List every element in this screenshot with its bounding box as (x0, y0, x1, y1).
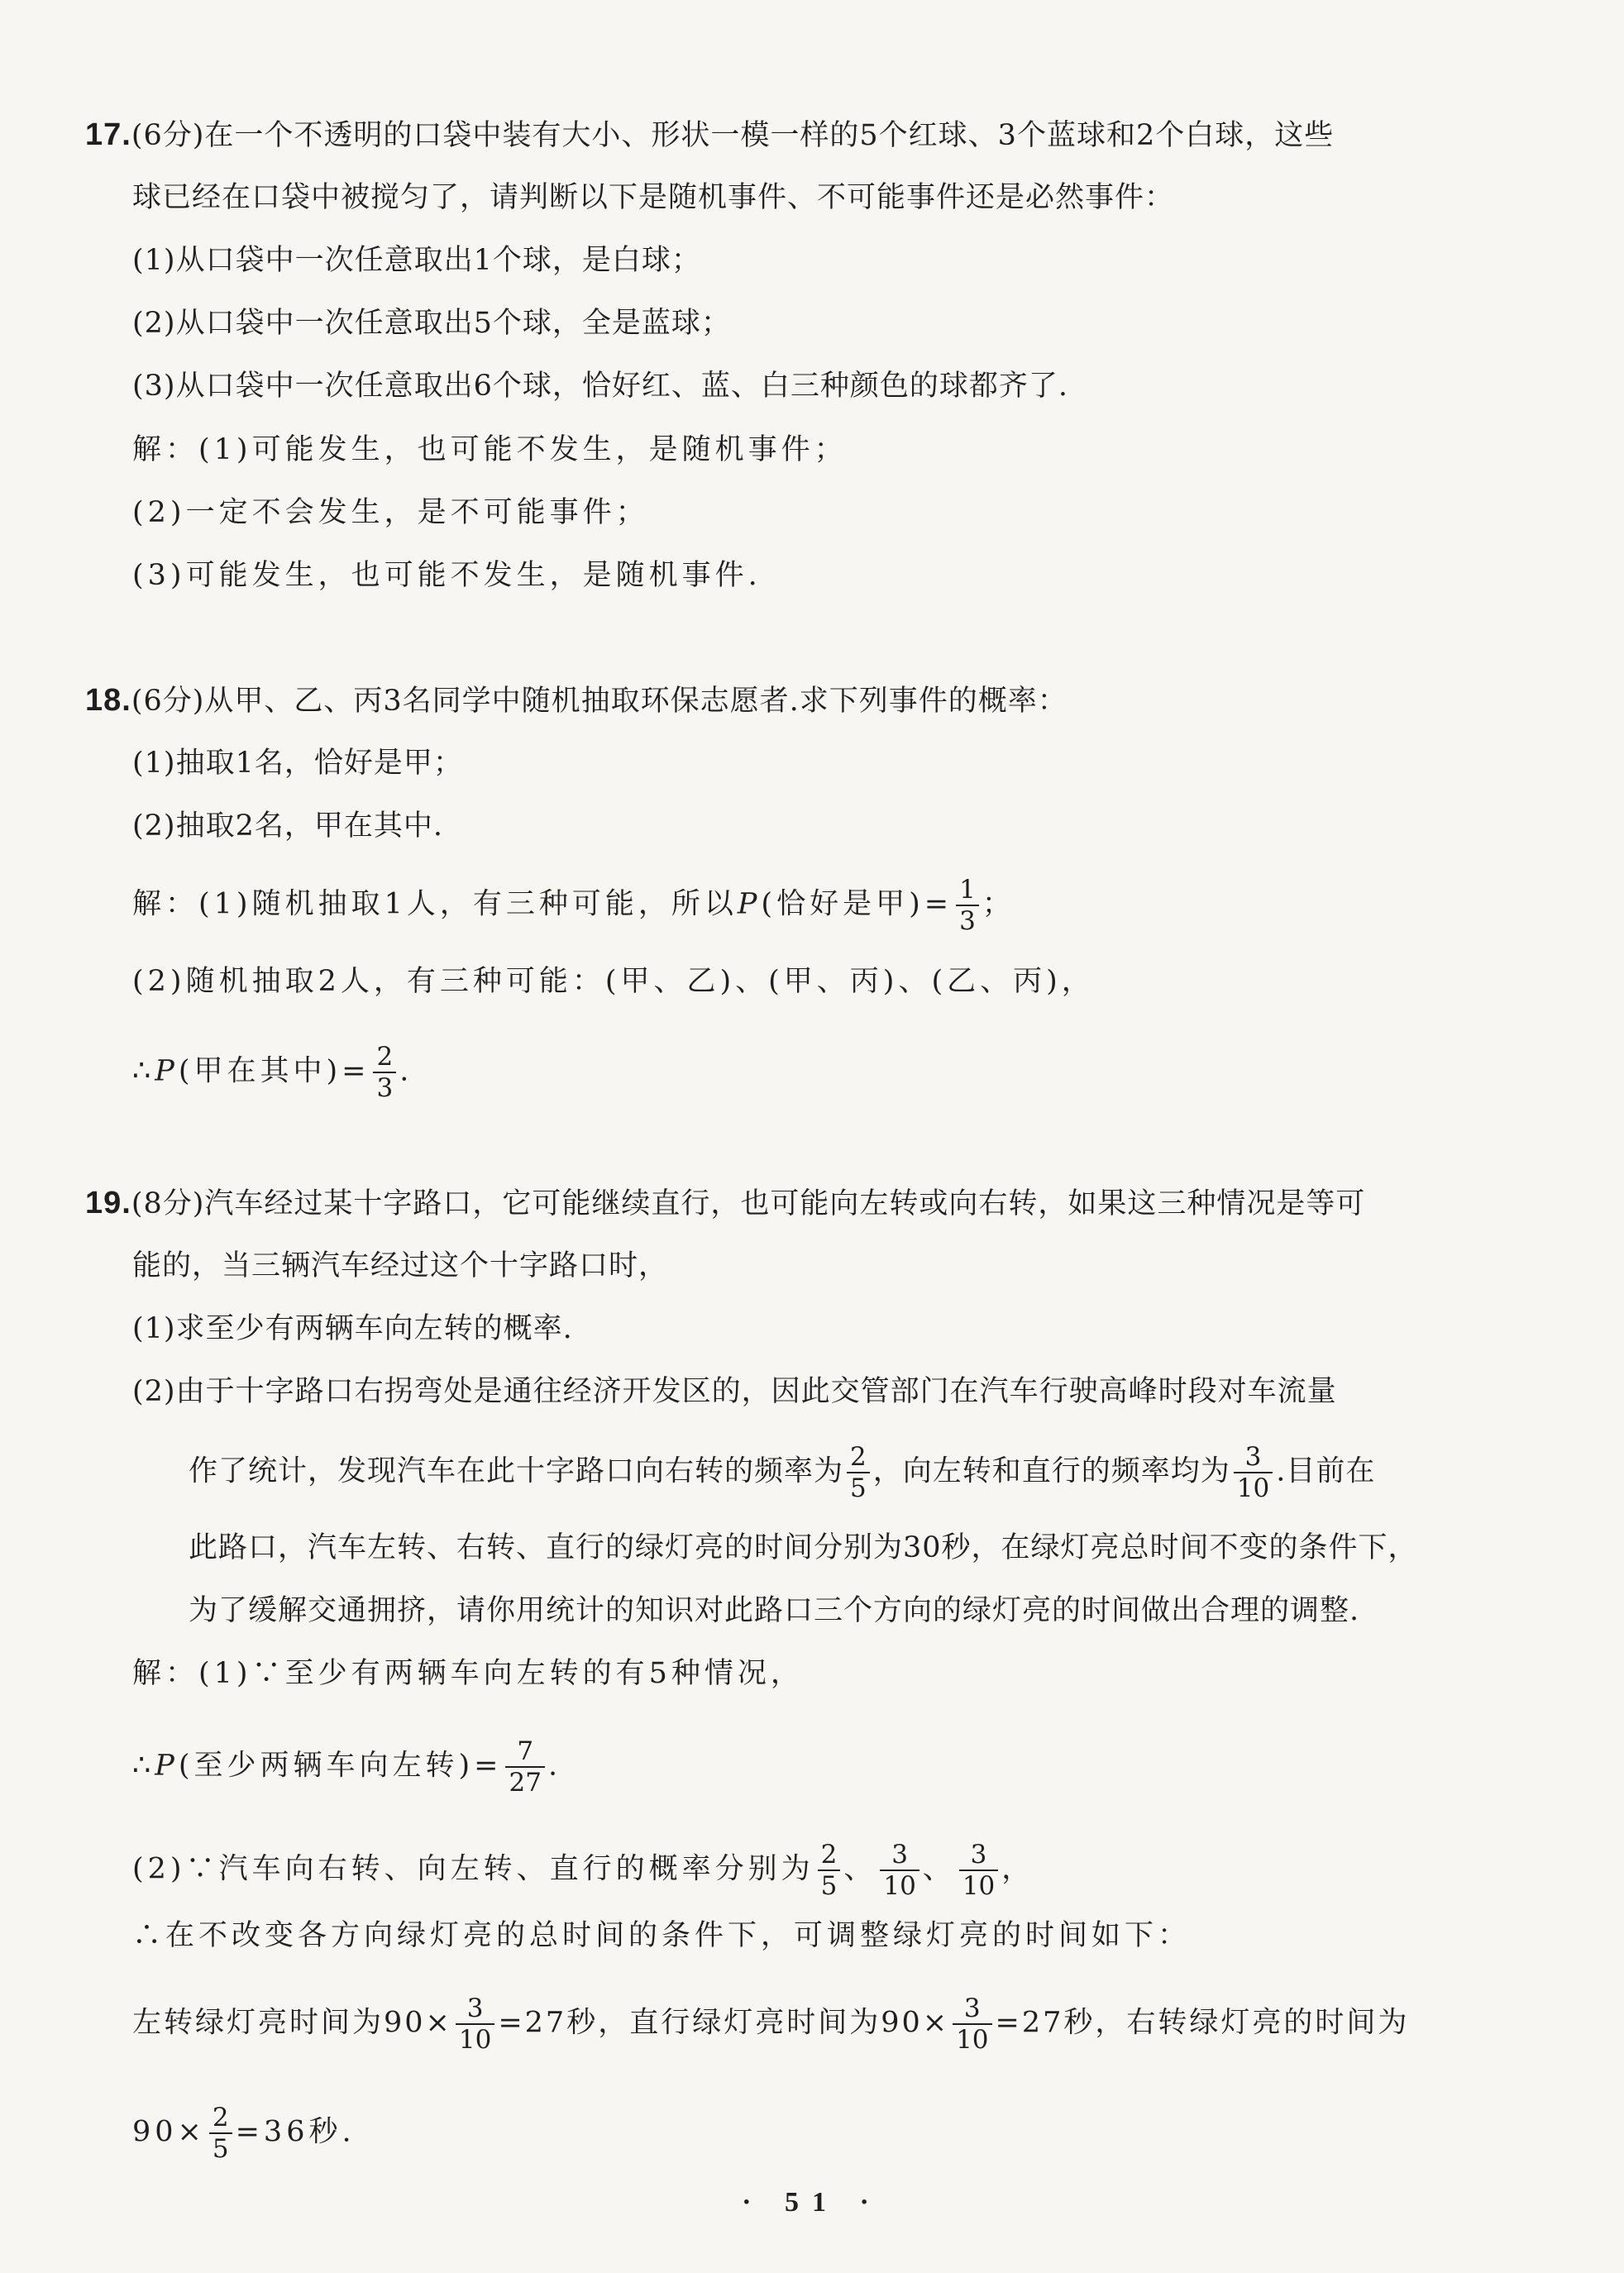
q18-solution-1 (132, 875, 1015, 936)
q18-number: 18. (85, 683, 131, 718)
q19-s2-p: P (155, 1749, 179, 1783)
q18-text-1: (6分)从甲、乙、丙3名同学中随机抽取环保志愿者.求下列事件的概率： (131, 685, 1068, 718)
fraction-numerator: 2 (818, 1840, 841, 1871)
fraction-denominator: 5 (850, 1473, 867, 1503)
q19-line-4: (2)由于十字路口右拐弯处是通往经济开发区的，因此交管部门在汽车行驶高峰时段对车流量 (132, 1375, 1337, 1408)
fraction-numerator: 1 (956, 875, 979, 906)
fraction-denominator: 3 (376, 1073, 394, 1103)
q19-line-3: (1)求至少有两辆车向左转的概率. (132, 1312, 573, 1345)
q19-s5-b: =27秒，直行绿灯亮时间为90× (498, 2006, 950, 2040)
q19-s5-c: =27秒，右转绿灯亮的时间为 (995, 2006, 1410, 2040)
q18-s1-fraction (956, 875, 979, 936)
q18-s3-p: P (155, 1054, 179, 1088)
q19-s5-a: 左转绿灯亮时间为90× (132, 2006, 452, 2040)
q19-s2-fraction (505, 1736, 544, 1798)
q19-s2-therefore: ∴ (132, 1749, 155, 1783)
fraction-denominator: 5 (820, 1871, 838, 1901)
q19-s5-fraction-1 (456, 1994, 494, 2055)
q19-s3-text: (2)∵汽车向右转、向左转、直行的概率分别为 (132, 1852, 814, 1886)
fraction-denominator: 10 (962, 1871, 996, 1901)
q18-s1-end: ； (982, 887, 1015, 921)
q17-text-1: (6分)在一个不透明的口袋中装有大小、形状一模一样的5个红球、3个蓝球和2个白球，这些 (131, 119, 1335, 152)
q19-line-7: 为了缓解交通拥挤，请你用统计的知识对此路口三个方向的绿灯亮的时间做出合理的调整. (189, 1594, 1360, 1627)
fraction-denominator: 27 (509, 1768, 542, 1798)
fraction-numerator: 2 (847, 1442, 870, 1473)
q17-solution-1: 解：(1)可能发生，也可能不发生，是随机事件； (132, 433, 848, 466)
q19-l5-c: .目前在 (1276, 1454, 1376, 1488)
q19-s3-fraction-1 (818, 1840, 841, 1901)
q19-s2-arg: (至少两辆车向左转)= (178, 1749, 503, 1783)
q18-solution-2: (2)随机抽取2人，有三种可能：(甲、乙)、(甲、丙)、(乙、丙)， (132, 965, 1095, 998)
fraction-numerator: 3 (880, 1840, 919, 1871)
q19-line-5 (189, 1442, 1375, 1503)
fraction-numerator: 3 (456, 1994, 494, 2025)
fraction-denominator: 10 (956, 2025, 989, 2055)
page-number: · 51 · (742, 2187, 882, 2218)
fraction-numerator: 2 (209, 2103, 232, 2134)
q19-l5-a: 作了统计，发现汽车在此十字路口向右转的频率为 (189, 1454, 844, 1488)
q19-s2-end: . (547, 1749, 562, 1783)
q18-line-3: (2)抽取2名，甲在其中. (132, 809, 443, 843)
q18-s3-therefore: ∴ (132, 1054, 155, 1088)
q19-l5-b: ，向左转和直行的频率均为 (872, 1454, 1230, 1488)
q19-line-2: 能的，当三辆汽车经过这个十字路口时， (132, 1249, 669, 1282)
q19-s3-sep-1: 、 (843, 1852, 877, 1886)
q17-line-3: (1)从口袋中一次任意取出1个球，是白球； (132, 244, 701, 277)
q19-s6-b: =36秒. (235, 2115, 356, 2149)
q18-s3-fraction (373, 1042, 396, 1103)
fraction-denominator: 10 (458, 2025, 492, 2055)
q18-s3-arg: (甲在其中)= (178, 1054, 370, 1088)
q19-solution-3 (132, 1840, 1034, 1901)
q19-s3-sep-2: 、 (922, 1852, 956, 1886)
q19-line-1 (85, 1181, 1365, 1226)
fraction-denominator: 10 (883, 1871, 916, 1901)
fraction-numerator: 7 (505, 1736, 544, 1768)
q18-line-1 (85, 678, 1068, 723)
q19-l5-fraction-1 (847, 1442, 870, 1503)
q19-s6-a: 90× (132, 2115, 206, 2149)
q18-s1-p: P (737, 887, 762, 921)
q18-s1-text: 解：(1)随机抽取1人，有三种可能，所以 (132, 887, 738, 921)
q17-solution-3: (3)可能发生，也可能不发生，是随机事件. (132, 559, 762, 592)
q19-solution-2 (132, 1736, 561, 1798)
q19-s6-fraction (209, 2103, 232, 2164)
q17-line-2: 球已经在口袋中被搅匀了，请判断以下是随机事件、不可能事件还是必然事件： (132, 181, 1175, 214)
q19-s5-fraction-2 (953, 1994, 991, 2055)
q19-solution-4: ∴在不改变各方向绿灯亮的总时间的条件下，可调整绿灯亮的时间如下： (132, 1919, 1192, 1952)
q17-line-4: (2)从口袋中一次任意取出5个球，全是蓝球； (132, 307, 731, 340)
q19-solution-5 (132, 1994, 1409, 2055)
q19-solution-1: 解：(1)∵至少有两辆车向左转的有5种情况， (132, 1657, 804, 1690)
q19-number: 19. (85, 1186, 131, 1220)
q18-s1-arg: (恰好是甲)= (761, 887, 953, 921)
q17-line-5: (3)从口袋中一次任意取出6个球，恰好红、蓝、白三种颜色的球都齐了. (132, 370, 1068, 403)
q17-number: 17. (85, 117, 131, 152)
fraction-denominator: 3 (959, 906, 976, 936)
fraction-denominator: 5 (212, 2134, 229, 2164)
q17-line-1 (85, 112, 1334, 158)
q19-s3-end: ， (1001, 1852, 1035, 1886)
q17-solution-2: (2)一定不会发生，是不可能事件； (132, 496, 649, 529)
q19-s3-fraction-2 (880, 1840, 919, 1901)
q19-s3-fraction-3 (959, 1840, 998, 1901)
fraction-numerator: 3 (1234, 1442, 1273, 1473)
q18-solution-3 (132, 1042, 413, 1103)
fraction-numerator: 3 (959, 1840, 998, 1871)
q19-text-1: (8分)汽车经过某十字路口，它可能继续直行，也可能向左转或向右转，如果这三种情况是等可 (131, 1187, 1366, 1220)
q18-line-2: (1)抽取1名，恰好是甲； (132, 747, 463, 780)
q19-l5-fraction-2 (1234, 1442, 1273, 1503)
q18-s3-end: . (399, 1054, 413, 1088)
fraction-numerator: 2 (373, 1042, 396, 1073)
q19-line-6: 此路口，汽车左转、右转、直行的绿灯亮的时间分别为30秒，在绿灯亮总时间不变的条件下， (189, 1531, 1418, 1564)
q19-solution-6 (132, 2103, 356, 2164)
fraction-denominator: 10 (1236, 1473, 1270, 1503)
fraction-numerator: 3 (953, 1994, 991, 2025)
